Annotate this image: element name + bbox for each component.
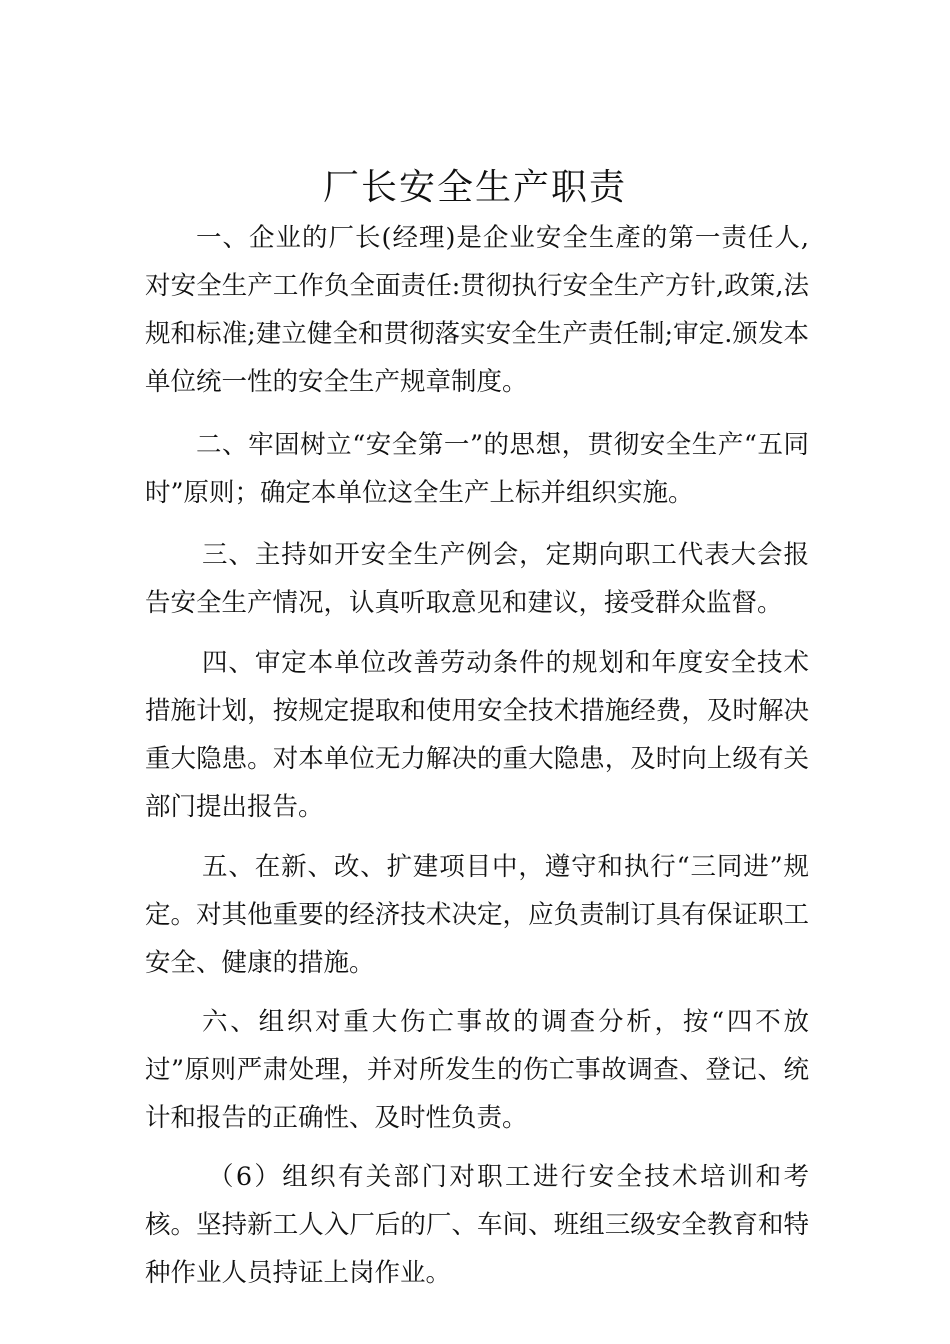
paragraph-7: （6）组织有关部门对职工进行安全技术培训和考核。坚持新工人入厂后的厂、车间、班组三级安全教育和特种作业人员持证上岗作业。 — [145, 1162, 809, 1288]
paragraph-3: 三、主持如开安全生产例会，定期向职工代表大会报告安全生产情况，认真听取意见和建议，接受群众监督。 — [145, 540, 809, 618]
paragraph-5: 五、在新、改、扩建项目中，遵守和执行“三同进”规定。对其他重要的经济技术决定，应负责制订具有保证职工安全、健康的措施。 — [145, 852, 809, 978]
paragraph-2: 二、牢固树立“安全第一”的思想，贯彻安全生产“五同时”原则；确定本单位这全生产上标并组织实施。 — [145, 430, 809, 508]
paragraph-1: 一、企业的厂长(经理)是企业安全生產的第一责任人,对安全生产工作负全面责任:贯彻执行安全生产方针,政策,法规和标准;建立健全和贯彻落实安全生产责任制;审定.颁发本单位统一性的安全生产规章制度。 — [145, 223, 809, 397]
document-body — [145, 214, 809, 1297]
document-title: 厂长安全生产职责 — [322, 167, 627, 208]
paragraph-6: 六、组织对重大伤亡事故的调查分析，按“四不放过”原则严肃处理，并对所发生的伤亡事故调查、登记、统计和报告的正确性、及时性负责。 — [145, 1007, 809, 1133]
paragraph-4: 四、审定本单位改善劳动条件的规划和年度安全技术措施计划，按规定提取和使用安全技术措施经费，及时解决重大隐患。对本单位无力解决的重大隐患，及时向上级有关部门提出报告。 — [145, 648, 809, 822]
